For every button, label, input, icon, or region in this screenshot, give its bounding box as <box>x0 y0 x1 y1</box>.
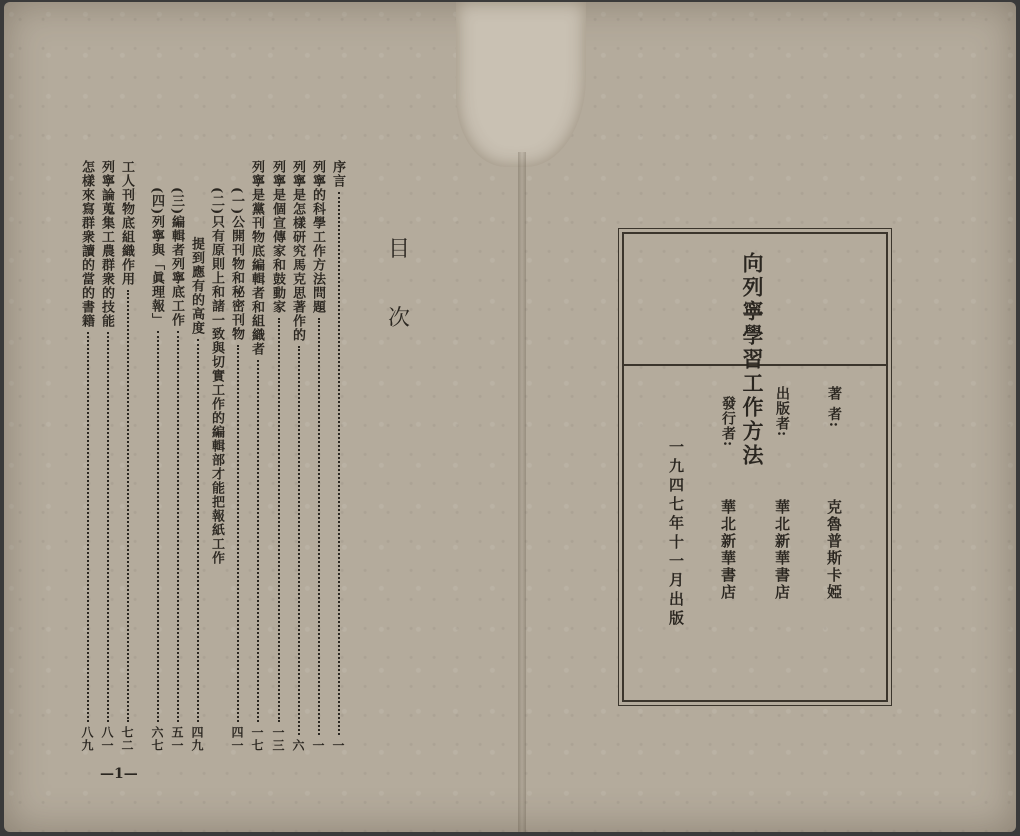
distributor-name: 華北新華書店 <box>719 499 737 601</box>
colophon-frame <box>622 232 888 702</box>
toc-entry-page: 八一 <box>100 726 114 752</box>
toc-entry-title: 列寧論蒐集工農群衆的技能 <box>99 160 114 328</box>
book-title: 向列寧學習工作方法 <box>740 252 765 468</box>
toc-entry <box>289 160 307 752</box>
toc-entry-page: 四一 <box>230 726 244 752</box>
colophon-page <box>526 2 1016 832</box>
distributor-label: 發行者: <box>720 396 736 448</box>
distributor-block <box>720 396 735 447</box>
author-name: 克魯普斯卡婭 <box>825 499 843 601</box>
toc-entry-title: 提到應有的高度 <box>189 237 204 335</box>
publication-date: 一九四七年十一月出版 <box>667 439 685 629</box>
toc-leader-dots <box>298 346 300 735</box>
toc-entry-title: 列寧的科學工作方法問題 <box>310 160 325 314</box>
toc-leader-dots <box>257 360 259 722</box>
publisher-name: 華北新華書店 <box>773 499 791 601</box>
toc-leader-dots <box>338 192 340 735</box>
toc-leader-dots <box>157 331 159 722</box>
toc-entry-page: 一 <box>311 739 325 752</box>
publisher-block <box>774 386 789 437</box>
toc-entry-page: 一三 <box>271 726 285 752</box>
toc-heading-char: 次 <box>387 306 410 331</box>
toc-leader-dots <box>318 318 320 735</box>
toc-entry-page: 六七 <box>150 726 164 752</box>
toc-entry-title: (一)公開刊物和秘密刊物 <box>229 187 244 342</box>
toc-entry-title: 列寧是個宣傳家和鼓動家 <box>270 160 285 314</box>
toc-entry-page: 八九 <box>80 726 94 752</box>
toc-entry <box>309 160 327 752</box>
author-label: 著 者: <box>826 386 842 429</box>
book-spread <box>4 2 1016 832</box>
toc-entry-page: 四九 <box>190 726 204 752</box>
toc-entry-title: 怎樣來寫群衆讀的當的書籍 <box>79 160 94 328</box>
book-gutter <box>518 152 526 832</box>
toc-entry-title: (二)只有原則上和諸一致與切實工作的編輯部才能把報紙工作 <box>209 187 224 566</box>
toc-entry-page: 五一 <box>170 726 184 752</box>
toc-leader-dots <box>197 339 199 722</box>
toc-page <box>4 2 518 832</box>
author-block <box>826 386 841 428</box>
page-number: —1— <box>100 766 138 782</box>
toc-leader-dots <box>107 332 109 722</box>
toc-entry-page: 一七 <box>250 726 264 752</box>
toc-entry <box>118 160 136 752</box>
toc-entry <box>248 160 266 752</box>
toc-entry-title: 序言 <box>330 160 345 188</box>
toc-entry <box>208 187 226 617</box>
toc-entry <box>228 187 246 752</box>
toc-entry-title: 工人刊物底組織作用 <box>119 160 134 286</box>
toc-entry <box>188 237 206 752</box>
toc-entry <box>329 160 347 752</box>
toc-entry-title: 列寧是怎樣研究馬克思著作的 <box>290 160 305 342</box>
toc-entry-page: 六 <box>291 739 305 752</box>
toc-entry-title: (三)編輯者列寧底工作 <box>169 187 184 328</box>
toc-entry-title: 列寧是黨刊物底編輯者和組織者 <box>249 160 264 356</box>
toc-entry-title: (四)列寧與「眞理報」 <box>149 187 164 328</box>
toc-entry <box>98 160 116 752</box>
toc-heading-char: 目 <box>387 237 410 262</box>
toc-entry <box>78 160 96 752</box>
toc-leader-dots <box>127 290 129 722</box>
toc-entry-page: 七二 <box>120 726 134 752</box>
toc-leader-dots <box>237 345 239 722</box>
toc-leader-dots <box>87 332 89 722</box>
toc-entry-page: 一 <box>331 739 345 752</box>
toc-leader-dots <box>278 318 280 722</box>
publisher-label: 出版者: <box>774 386 790 438</box>
toc-entry <box>148 187 166 752</box>
toc-entry <box>168 187 186 752</box>
toc-leader-dots <box>177 331 179 722</box>
toc-heading <box>384 232 414 332</box>
toc-entry <box>269 160 287 752</box>
